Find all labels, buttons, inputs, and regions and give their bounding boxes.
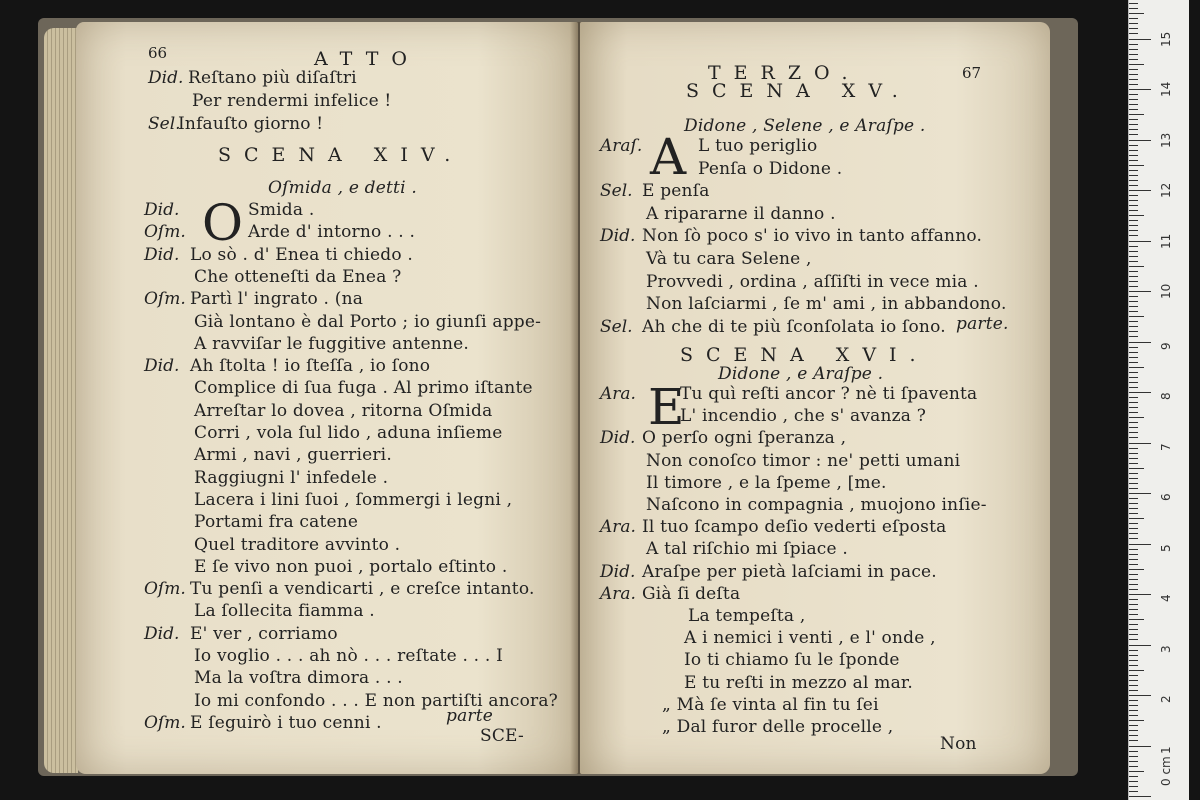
ruler-tick [1129, 281, 1138, 282]
ruler-tick [1129, 301, 1138, 302]
ruler-tick [1129, 185, 1138, 186]
ruler-tick [1129, 402, 1138, 403]
ruler-tick [1129, 235, 1138, 236]
ruler-tick [1129, 549, 1138, 550]
verse-line: Arde d' intorno . . . [248, 222, 416, 243]
ruler-tick [1129, 357, 1138, 358]
left-page [76, 22, 578, 774]
verse-line: Lacera i lini ſuoi , ſommergi i legni , [194, 489, 513, 510]
ruler-tick [1129, 251, 1138, 252]
ruler-tick [1129, 655, 1138, 656]
ruler-tick [1129, 362, 1138, 363]
ruler-tick [1129, 114, 1144, 115]
ruler-number: 12 [1159, 182, 1173, 198]
ruler-tick [1129, 498, 1138, 499]
verse-line: E tu reſti in mezzo al mar. [684, 672, 913, 693]
ruler-tick [1129, 715, 1138, 716]
ruler-tick [1129, 140, 1151, 141]
ruler-number: 10 [1159, 283, 1173, 299]
ruler-tick [1129, 99, 1138, 100]
verse-line: A i nemici i venti , e l' onde , [684, 628, 936, 649]
speaker-label: Sel. [148, 114, 181, 134]
speaker-label: Ara. [600, 517, 636, 538]
ruler-tick [1129, 589, 1138, 590]
ruler-tick [1129, 372, 1138, 373]
ruler-tick [1129, 629, 1138, 630]
left-exit-direction: parte [446, 706, 494, 726]
verse-line: E ſeguirò i tuo cenni . [190, 712, 382, 733]
verse-line: La ſollecita fiamma . [194, 601, 375, 622]
ruler-tick [1129, 291, 1151, 292]
verse-line: Non conoſco timor : ne' petti umani [646, 450, 961, 471]
ruler-tick [1129, 533, 1138, 534]
ruler-tick [1129, 619, 1144, 620]
ruler-tick [1129, 69, 1138, 70]
ruler-tick [1129, 422, 1138, 423]
ruler-tick [1129, 448, 1138, 449]
ruler-tick [1129, 796, 1151, 797]
ruler-tick [1129, 639, 1138, 640]
verse-line: Tu quì reſti ancor ? nè ti ſpaventa [680, 384, 978, 404]
ruler-tick [1129, 493, 1151, 494]
ruler-tick [1129, 336, 1138, 337]
ruler-tick [1129, 134, 1138, 135]
ruler-tick [1129, 205, 1138, 206]
right-page [580, 22, 1050, 774]
speaker-label: Did. [144, 244, 180, 265]
ruler-tick [1129, 170, 1138, 171]
ruler-tick [1129, 791, 1138, 792]
speaker-label: Oſm. [144, 712, 186, 733]
speaker-label: Oſm. [144, 289, 186, 310]
ruler-tick [1129, 478, 1138, 479]
ruler-tick [1129, 453, 1138, 454]
ruler-tick [1129, 347, 1138, 348]
verse-line: Raggiugni l' infedele . [194, 467, 389, 488]
verse-line: Non ſò poco s' io vivo in tanto affanno. [642, 226, 983, 247]
ruler-tick [1129, 316, 1144, 317]
speaker-label: Did. [600, 428, 636, 449]
ruler-tick [1129, 79, 1138, 80]
verse-line: „ Dal furor delle procelle , [662, 717, 894, 737]
ruler-tick [1129, 124, 1138, 125]
ruler-tick [1129, 64, 1144, 65]
ruler-tick [1129, 574, 1138, 575]
ruler-tick [1129, 200, 1138, 201]
verse-line: O perſo ogni ſperanza , [642, 428, 847, 449]
ruler-tick [1129, 518, 1144, 519]
ruler-tick [1129, 59, 1138, 60]
ruler-tick [1129, 559, 1138, 560]
ruler-tick [1129, 342, 1151, 343]
verse-line: A ravviſar le fuggitive antenne. [194, 333, 469, 354]
verse-line: Arreſtar lo dovea , ritorna Oſmida [194, 400, 493, 421]
ruler-tick [1129, 74, 1138, 75]
ruler-tick [1129, 23, 1138, 24]
verse-line: Per rendermi infelice ! [192, 91, 392, 111]
ruler-tick [1129, 220, 1138, 221]
ruler-tick [1129, 645, 1151, 646]
ruler-tick [1129, 150, 1138, 151]
speaker-label: Sel. [600, 316, 633, 337]
verse-line: Il timore , e la ſpeme , [me. [646, 472, 887, 493]
verse-line: „ Mà ſe vinta al fin tu ſei [662, 694, 879, 715]
speaker-label: Ara. [600, 384, 636, 404]
ruler-tick [1129, 650, 1138, 651]
ruler-tick [1129, 326, 1138, 327]
speaker-label: Oſm. [144, 222, 186, 243]
ruler-tick [1129, 8, 1138, 9]
verse-line: Il tuo ſcampo deſio vederti eſposta [642, 517, 947, 538]
verse-line: Portami fra catene [194, 512, 359, 533]
ruler-tick [1129, 473, 1138, 474]
right-running-head: TERZO. [708, 62, 861, 84]
verse-line: A tal riſchio mi ſpiace . [646, 539, 848, 560]
ruler-tick [1129, 296, 1138, 297]
speaker-label: Did. [600, 226, 636, 247]
verse-line: Corri , vola ſul lido , aduna inſieme [194, 423, 503, 443]
ruler-tick [1129, 271, 1138, 272]
ruler-tick [1129, 735, 1138, 736]
ruler-tick [1129, 740, 1138, 741]
ruler-tick [1129, 690, 1138, 691]
verse-line: E penſa [642, 181, 710, 202]
ruler-tick [1129, 508, 1138, 509]
ruler-tick [1129, 720, 1144, 721]
left-running-head: ATTO [314, 48, 420, 70]
speaker-label: Did. [144, 356, 180, 377]
ruler-tick [1129, 614, 1138, 615]
ruler-tick [1129, 417, 1144, 418]
ruler-number: 1 [1159, 745, 1173, 754]
verse-line: Quel traditore avvinto . [194, 534, 401, 555]
ruler-tick [1129, 261, 1138, 262]
ruler-tick [1129, 594, 1151, 595]
scene-xv-heading: SCENA XV. [686, 80, 911, 102]
verse-line: E' ver , corriamo [190, 623, 338, 644]
ruler-tick [1129, 276, 1138, 277]
ruler-tick [1129, 680, 1138, 681]
ruler-tick [1129, 230, 1138, 231]
ruler-tick [1129, 321, 1138, 322]
ruler-tick [1129, 33, 1138, 34]
ruler-tick [1129, 382, 1138, 383]
right-catchword: Non [940, 734, 977, 754]
ruler-tick [1129, 44, 1138, 45]
verse-line: Io ti chiamo ſu le ſponde [684, 650, 900, 671]
ruler-tick [1129, 155, 1138, 156]
verse-line: Io mi confondo . . . E non partiſti ancora? [194, 690, 558, 711]
verse-line: Non laſciarmi , ſe m' ami , in abbandono. [646, 294, 1007, 315]
ruler-tick [1129, 94, 1138, 95]
ruler-number: 14 [1159, 81, 1173, 97]
ruler-tick [1129, 564, 1138, 565]
ruler-tick [1129, 756, 1138, 757]
ruler-tick [1129, 13, 1144, 14]
verse-line: L tuo periglio [698, 136, 818, 156]
ruler-tick [1129, 528, 1138, 529]
ruler-tick [1129, 195, 1138, 196]
verse-line: Già lontano è dal Porto ; io giunſi appe- [194, 311, 542, 332]
ruler-number: 7 [1159, 442, 1173, 451]
verse-line: Và tu cara Selene , [646, 249, 812, 269]
ruler-tick [1129, 28, 1138, 29]
verse-line: Reſtano più diſaſtri [188, 68, 357, 88]
dropcap-o: O [202, 194, 243, 252]
verse-line: Smida . [248, 200, 315, 220]
ruler-tick [1129, 488, 1138, 489]
ruler-tick [1129, 3, 1138, 4]
verse-line: Tu penſi a vendicarti , e creſce intanto. [190, 579, 535, 600]
ruler-tick [1129, 109, 1138, 110]
scene-xv-exit: parte. [956, 314, 1009, 334]
ruler-tick [1129, 599, 1138, 600]
ruler-tick [1129, 766, 1138, 767]
ruler-tick [1129, 771, 1144, 772]
ruler-number: 15 [1159, 31, 1173, 47]
speaker-label: Did. [144, 623, 180, 644]
ruler-tick [1129, 503, 1138, 504]
ruler-tick [1129, 39, 1151, 40]
ruler-tick [1129, 554, 1138, 555]
ruler-number: 9 [1159, 341, 1173, 350]
ruler-tick [1129, 215, 1144, 216]
ruler-tick [1129, 579, 1138, 580]
ruler-tick [1129, 761, 1138, 762]
ruler-tick [1129, 407, 1138, 408]
ruler-number: 11 [1159, 233, 1173, 249]
verse-line: E ſe vivo non puoi , portalo eſtinto . [194, 556, 508, 577]
ruler-tick [1129, 751, 1138, 752]
ruler-tick [1129, 660, 1138, 661]
ruler-tick [1129, 190, 1151, 191]
ruler-tick [1129, 725, 1138, 726]
ruler-tick [1129, 397, 1138, 398]
left-folio: 66 [148, 44, 168, 62]
ruler-tick [1129, 311, 1138, 312]
ruler-tick [1129, 286, 1138, 287]
ruler-number: 4 [1159, 594, 1173, 602]
ruler-tick [1129, 432, 1138, 433]
ruler-tick [1129, 377, 1138, 378]
ruler-tick [1129, 609, 1138, 610]
ruler-tick [1129, 675, 1138, 676]
dropcap-e: E [648, 378, 685, 436]
ruler-tick [1129, 331, 1138, 332]
verse-line: Naſcono in compagnia , muojono inſie- [646, 495, 987, 515]
ruler-tick [1129, 523, 1138, 524]
verse-line: Araſpe per pietà laſciami in pace. [642, 561, 937, 582]
verse-line: Che otteneſti da Enea ? [194, 266, 402, 287]
dropcap-a: A [650, 128, 687, 186]
scene-xvi-cast: Didone , e Araſpe . [718, 364, 884, 384]
ruler-tick [1129, 705, 1138, 706]
ruler-tick [1129, 463, 1138, 464]
speaker-label: Did. [148, 68, 184, 88]
ruler-tick [1129, 569, 1144, 570]
ruler-tick [1129, 584, 1138, 585]
ruler-tick [1129, 160, 1138, 161]
ruler-tick [1129, 710, 1138, 711]
ruler-tick [1129, 225, 1138, 226]
ruler-tick [1129, 786, 1138, 787]
verse-line: L' incendio , che s' avanza ? [680, 406, 927, 427]
ruler-tick [1129, 665, 1138, 666]
ruler-tick [1129, 129, 1138, 130]
ruler-tick [1129, 387, 1138, 388]
ruler-tick [1129, 175, 1138, 176]
measuring-ruler [1128, 0, 1189, 800]
ruler-tick [1129, 145, 1138, 146]
ruler-tick [1129, 781, 1138, 782]
ruler-tick [1129, 84, 1138, 85]
ruler-tick [1129, 685, 1138, 686]
left-catchword: SCE- [480, 726, 524, 746]
speaker-label: Did. [144, 200, 180, 220]
ruler-tick [1129, 483, 1138, 484]
page-edges [44, 28, 78, 773]
scene-xvi-heading: SCENA XVI. [680, 344, 929, 366]
ruler-tick [1129, 180, 1138, 181]
ruler-tick [1129, 695, 1151, 696]
verse-line: Ah ſtolta ! io ſteſſa , io ſono [190, 356, 431, 377]
ruler-number: 2 [1159, 695, 1173, 703]
ruler-tick [1129, 624, 1138, 625]
ruler-tick [1129, 392, 1151, 393]
verse-line: Io voglio . . . ah nò . . . reſtate . . . I [194, 646, 503, 666]
scene-xv-cast: Didone , Selene , e Araſpe . [684, 116, 926, 136]
ruler-tick [1129, 367, 1144, 368]
ruler-tick [1129, 18, 1138, 19]
ruler-number: 5 [1159, 543, 1173, 552]
ruler-tick [1129, 634, 1138, 635]
ruler-tick [1129, 49, 1138, 50]
ruler-tick [1129, 165, 1144, 166]
ruler-tick [1129, 458, 1138, 459]
verse-line: A ripararne il danno . [646, 203, 836, 224]
ruler-tick [1129, 544, 1151, 545]
ruler-number: 3 [1159, 644, 1173, 653]
ruler-tick [1129, 266, 1144, 267]
ruler-tick [1129, 670, 1144, 671]
ruler-number: 8 [1159, 392, 1173, 400]
ruler-tick [1129, 604, 1138, 605]
ruler-tick [1129, 104, 1138, 105]
ruler-tick [1129, 730, 1138, 731]
ruler-number: 6 [1159, 493, 1173, 501]
ruler-tick [1129, 241, 1151, 242]
speaker-label: Did. [600, 561, 636, 582]
ruler-tick [1129, 746, 1151, 747]
verse-line: Ma la voſtra dimora . . . [194, 668, 403, 689]
verse-line: Provvedi , ordina , aſſiſti in vece mia . [646, 271, 979, 292]
ruler-tick [1129, 437, 1138, 438]
verse-line: Lo sò . d' Enea ti chiedo . [190, 244, 413, 265]
verse-line: Infauſto giorno ! [178, 114, 324, 134]
ruler-tick [1129, 352, 1138, 353]
ruler-tick [1129, 700, 1138, 701]
right-folio: 67 [962, 64, 982, 82]
ruler-tick [1129, 210, 1138, 211]
ruler-tick [1129, 538, 1138, 539]
scene-xiv-heading: SCENA XIV. [218, 144, 464, 166]
ruler-tick [1129, 427, 1138, 428]
ruler-tick [1129, 443, 1151, 444]
verse-line: Partì l' ingrato . (na [190, 289, 364, 310]
ruler-number: 13 [1159, 132, 1173, 148]
ruler-tick [1129, 306, 1138, 307]
ruler-tick [1129, 256, 1138, 257]
speaker-label: Sel. [600, 181, 633, 202]
verse-line: Armi , navi , guerrieri. [194, 445, 392, 466]
ruler-tick [1129, 412, 1138, 413]
verse-line: Complice di ſua fuga . Al primo iſtante [194, 378, 533, 399]
ruler-tick [1129, 776, 1138, 777]
scene-xiv-cast: Oſmida , e detti . [268, 178, 417, 198]
speaker-label: Ara. [600, 583, 636, 604]
verse-line: Già ſi deſta [642, 583, 741, 604]
ruler-tick [1129, 513, 1138, 514]
ruler-tick [1129, 89, 1151, 90]
verse-line: Penſa o Didone . [698, 158, 843, 179]
speaker-label: Oſm. [144, 579, 186, 600]
verse-line: Ah che di te più ſconſolata io ſono. [642, 316, 946, 337]
ruler-tick [1129, 246, 1138, 247]
ruler-tick [1129, 54, 1138, 55]
speaker-label: Araſ. [600, 136, 643, 156]
ruler-tick [1129, 119, 1138, 120]
verse-line: La tempeſta , [688, 606, 806, 626]
ruler-tick [1129, 468, 1144, 469]
ruler-unit-label: 0 cm [1159, 756, 1173, 786]
